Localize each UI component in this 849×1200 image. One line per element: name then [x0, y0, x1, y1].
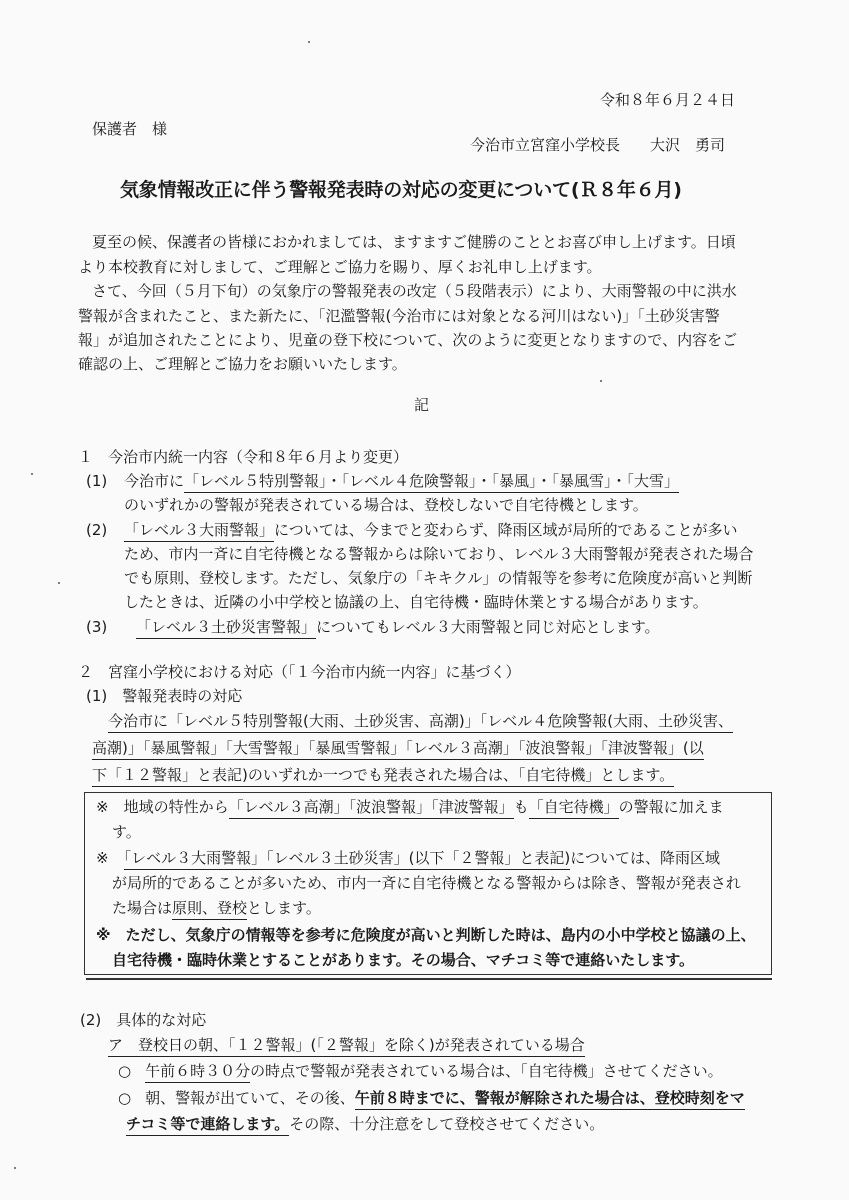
- note3-line2: 自宅待機・臨時休業とすることがあります。その場合、マチコミ等で連絡いたします。: [112, 951, 695, 969]
- section1-item3-rest: についてもレベル３大雨警報と同じ対応とします。: [316, 618, 660, 636]
- section2-sub1-line2: [92, 741, 704, 756]
- section1-item2-line4: したときは、近隣の小中学校と協議の上、自宅待機・臨時休業とする場合があります。: [124, 593, 708, 611]
- scan-speck: [14, 1167, 16, 1169]
- intro-line-3: さて、今回（５月下旬）の気象庁の警報発表の改定（５段階表示）により、大雨警報の中に洪水: [92, 282, 737, 300]
- section1-item3-warning: 「レベル３土砂災害警報」: [136, 618, 316, 639]
- document-date: 令和８年６月２４日: [600, 91, 736, 109]
- intro-line-2: より本校教育に対しまして、ご理解とご協力を賜り、厚くお礼申し上げます。: [78, 258, 602, 276]
- note1-prefix: ※ 地域の特性から: [96, 798, 229, 816]
- scan-speck: [600, 380, 602, 382]
- section1-item2-line2: ため、市内一斉に自宅待機となる警報からは除いており、レベル３大雨警報が発表された場合: [124, 545, 754, 563]
- section2-sub1-text-3: 下「１２警報」と表記)のいずれか一つでも発表された場合は、「自宅待機」とします。: [92, 766, 674, 787]
- note1-line2: す。: [112, 823, 141, 841]
- ki-marker: 記: [414, 396, 430, 414]
- bullet-2-line2: [126, 1117, 604, 1132]
- section1-item2-rest: については、今までと変わらず、降雨区域が局所的であることが多い: [274, 521, 738, 539]
- note1-stay-home: 「自宅待機」: [529, 798, 619, 819]
- section2-sub1-text-1: 今治市に「レベル５特別警報(大雨、土砂災害、高潮)」「レベル４危険警報(大雨、土砂災害、: [108, 712, 733, 733]
- note1-line1: [96, 800, 724, 815]
- section1-item3-number: (3): [86, 618, 108, 636]
- bullet-2-symbol: ○: [118, 1089, 132, 1107]
- bullet-2: [118, 1091, 745, 1106]
- bullet-2-emphasis-2: チコミ等で連絡します。: [126, 1115, 289, 1136]
- bullet-1-time: 午前６時３０分: [145, 1062, 250, 1083]
- bullet-2-rest: その際、十分注意をして登校させてください。: [289, 1115, 605, 1133]
- section1-heading: １ 今治市内統一内容（令和８年６月より変更）: [78, 448, 409, 466]
- section1-item1-line1: [124, 474, 679, 489]
- note1-warnings: 「レベル３高潮」「波浪警報」「津波警報」: [229, 798, 514, 819]
- sender: 今治市立宮窪小学校長 大沢 勇司: [470, 136, 726, 154]
- section2-sub2-a: [108, 1038, 585, 1053]
- note2-line3-rest: とします。: [247, 899, 321, 917]
- section2-sub1-heading: (1) 警報発表時の対応: [86, 687, 243, 705]
- note1-rest: の警報に加えま: [618, 798, 724, 816]
- section2-sub2-heading: (2) 具体的な対応: [80, 1011, 207, 1029]
- notes-box-underline: [86, 978, 772, 980]
- section1-item2-line1: [124, 523, 738, 538]
- note3-line1: ※ ただし、気象庁の情報等を参考に危険度が高いと判断した時は、島内の小中学校と協議の上、: [96, 926, 756, 944]
- bullet-2-prefix: 朝、警報が出ていて、その後、: [145, 1089, 355, 1107]
- section2-sub1-text-2: 高潮)」「暴風警報」「大雪警報」「暴風雪警報」「レベル３高潮」「波浪警報」「津波警報」(以: [92, 739, 704, 760]
- intro-line-4: 警報が含まれたこと、また新たに、「氾濫警報(今治市には対象となる河川はない)」「土砂災害警: [78, 307, 720, 325]
- addressee: 保護者 様: [92, 120, 168, 138]
- note2-line2: が局所的であることが多いため、市内一斉に自宅待機となる警報からは除き、警報が発表され: [112, 874, 741, 892]
- scan-speck: [58, 582, 60, 584]
- intro-line-5: 報」が追加されたことにより、児童の登下校について、次のように変更となりますので、内容をご: [78, 331, 738, 349]
- section1-item1-warnings: 「レベル５特別警報」・「レベル４危険警報」・「暴風」・「暴風雪」・「大雪」: [184, 472, 679, 493]
- note1-mid: も: [513, 798, 529, 816]
- section1-item1-prefix: 今治市に: [124, 472, 185, 490]
- bullet-2-emphasis: 午前８時までに、警報が解除された場合は、登校時刻をマ: [355, 1089, 745, 1110]
- note2-warnings: 「レベル３大雨警報」「レベル３土砂災害」(以下「２警報」と表記): [124, 849, 571, 870]
- section1-item1-line2: のいずれかの警報が発表されている場合は、登校しないで自宅待機とします。: [124, 496, 648, 514]
- document-title: 気象情報改正に伴う警報発表時の対応の変更について(Ｒ８年６月): [120, 179, 682, 201]
- note2-line3-prefix: た場合は: [112, 899, 173, 917]
- section1-item2-warning: 「レベル３大雨警報」: [124, 521, 274, 542]
- section1-item2-number: (2): [86, 521, 108, 539]
- note2-line1: [96, 851, 720, 866]
- section1-item3-line1: [136, 620, 660, 635]
- intro-line-1: 夏至の候、保護者の皆様におかれましては、ますますご健勝のこととお喜び申し上げます。日頃: [92, 233, 736, 251]
- scan-speck: [308, 41, 310, 43]
- bullet-1-symbol: ○: [118, 1062, 132, 1080]
- section1-item1-number: (1): [86, 472, 108, 490]
- section2-sub1-line1: [108, 714, 733, 729]
- note2-line3: [112, 901, 321, 916]
- scan-speck: [31, 473, 33, 475]
- section2-sub2-a-text: ア 登校日の朝、「１２警報」(「２警報」を除く)が発表されている場合: [108, 1036, 585, 1057]
- note2-rest: については、降雨区域: [570, 849, 720, 867]
- section2-sub1-line3: [92, 768, 674, 783]
- bullet-1-rest: の時点で警報が発表されている場合は、「自宅待機」させてください。: [250, 1062, 723, 1080]
- section2-heading: ２ 宮窪小学校における対応（「１今治市内統一内容」に基づく）: [78, 663, 521, 681]
- note2-attend: 原則、登校: [172, 899, 247, 920]
- note2-prefix: ※: [96, 849, 124, 867]
- bullet-1: [118, 1064, 723, 1079]
- intro-line-6: 確認の上、ご理解とご協力をお願いいたします。: [78, 355, 407, 373]
- section1-item2-line3: でも原則、登校します。ただし、気象庁の「キキクル」の情報等を参考に危険度が高いと判断: [124, 569, 753, 587]
